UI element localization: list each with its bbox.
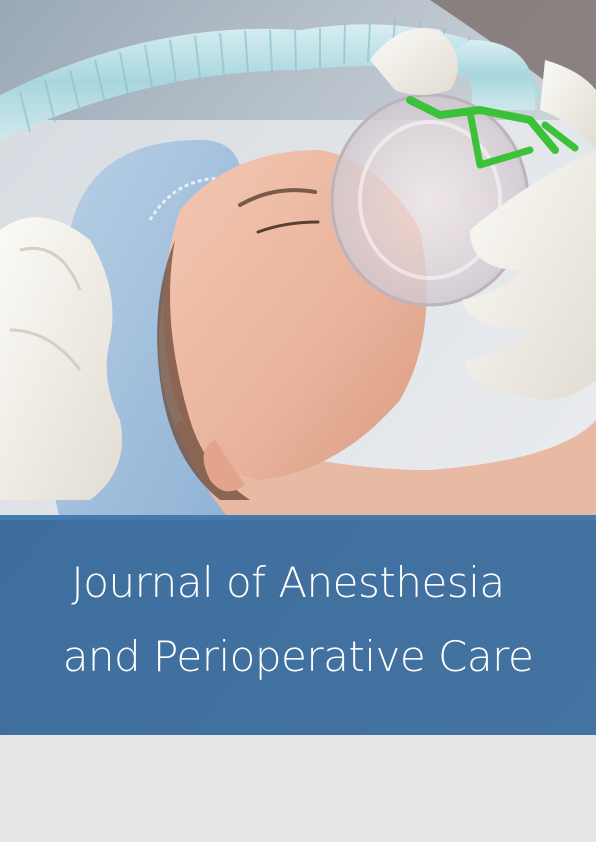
title-band-highlight — [0, 515, 596, 520]
title-band — [0, 515, 596, 735]
journal-title-line-1: Journal of Anesthesia — [71, 558, 505, 607]
journal-title-line-2: and Perioperative Care — [62, 632, 534, 681]
bottom-strip — [0, 735, 596, 842]
